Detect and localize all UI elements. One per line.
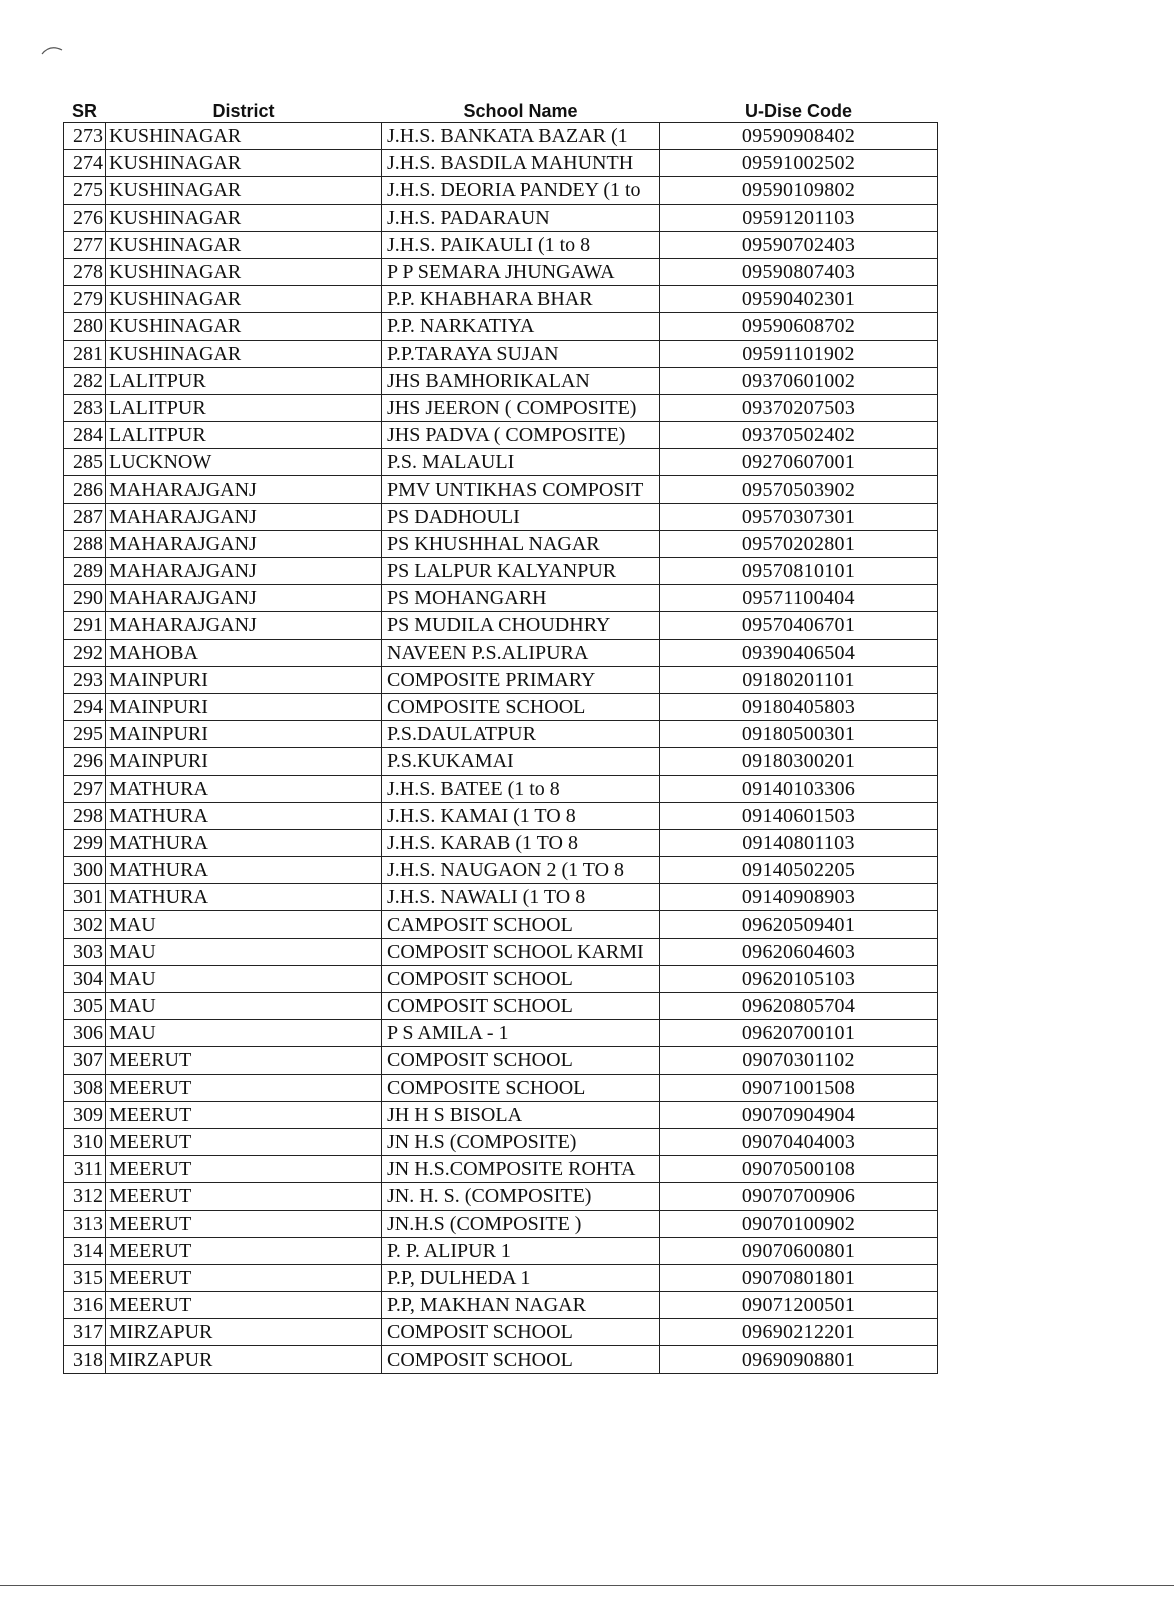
udise-code-cell: 09620700101 xyxy=(660,1020,938,1047)
udise-code-cell: 09590109802 xyxy=(660,177,938,204)
table-header xyxy=(64,97,938,123)
udise-code-cell: 09370502402 xyxy=(660,422,938,449)
table-row xyxy=(64,394,938,421)
school-name-cell: PS MOHANGARH xyxy=(382,585,660,612)
school-name-cell: J.H.S. PADARAUN xyxy=(382,204,660,231)
district-cell: MATHURA xyxy=(106,775,382,802)
sr-cell: 279 xyxy=(64,286,106,313)
udise-code-cell: 09590608702 xyxy=(660,313,938,340)
udise-code-cell: 09620105103 xyxy=(660,965,938,992)
udise-code-cell: 09571100404 xyxy=(660,585,938,612)
table-row xyxy=(64,1156,938,1183)
school-name-cell: COMPOSITE PRIMARY xyxy=(382,666,660,693)
udise-code-cell: 09140502205 xyxy=(660,857,938,884)
school-name-cell: JN H.S.COMPOSITE ROHTA xyxy=(382,1156,660,1183)
udise-code-cell: 09180300201 xyxy=(660,748,938,775)
district-cell: MEERUT xyxy=(106,1156,382,1183)
table-row xyxy=(64,693,938,720)
table-row xyxy=(64,775,938,802)
table-row xyxy=(64,1292,938,1319)
udise-code-cell: 09070801801 xyxy=(660,1264,938,1291)
sr-cell: 314 xyxy=(64,1237,106,1264)
school-name-cell: P.S. MALAULI xyxy=(382,449,660,476)
district-cell: MAU xyxy=(106,911,382,938)
udise-code-cell: 09590807403 xyxy=(660,258,938,285)
table-row xyxy=(64,802,938,829)
district-cell: MATHURA xyxy=(106,802,382,829)
district-cell: MATHURA xyxy=(106,884,382,911)
school-name-cell: JHS JEERON ( COMPOSITE) xyxy=(382,394,660,421)
udise-code-cell: 09140801103 xyxy=(660,829,938,856)
udise-code-cell: 09140601503 xyxy=(660,802,938,829)
table-row xyxy=(64,422,938,449)
udise-code-cell: 09690212201 xyxy=(660,1319,938,1346)
school-name-cell: J.H.S. BANKATA BAZAR (1 xyxy=(382,123,660,150)
udise-code-cell: 09590402301 xyxy=(660,286,938,313)
school-name-cell: P.P, MAKHAN NAGAR xyxy=(382,1292,660,1319)
header-udise-code: U-Dise Code xyxy=(660,97,938,123)
school-table xyxy=(63,97,938,1374)
sr-cell: 281 xyxy=(64,340,106,367)
school-name-cell: PS MUDILA CHOUDHRY xyxy=(382,612,660,639)
udise-code-cell: 09590702403 xyxy=(660,231,938,258)
udise-code-cell: 09390406504 xyxy=(660,639,938,666)
table-row xyxy=(64,721,938,748)
udise-code-cell: 09570307301 xyxy=(660,503,938,530)
udise-code-cell: 09570202801 xyxy=(660,530,938,557)
udise-code-cell: 09590908402 xyxy=(660,123,938,150)
sr-cell: 284 xyxy=(64,422,106,449)
school-name-cell: P.P, DULHEDA 1 xyxy=(382,1264,660,1291)
school-name-cell: J.H.S. NAWALI (1 TO 8 xyxy=(382,884,660,911)
district-cell: KUSHINAGAR xyxy=(106,340,382,367)
udise-code-cell: 09140908903 xyxy=(660,884,938,911)
school-name-cell: COMPOSIT SCHOOL xyxy=(382,1346,660,1373)
school-name-cell: PMV UNTIKHAS COMPOSIT xyxy=(382,476,660,503)
sr-cell: 300 xyxy=(64,857,106,884)
table-row xyxy=(64,367,938,394)
sr-cell: 303 xyxy=(64,938,106,965)
district-cell: MAHARAJGANJ xyxy=(106,585,382,612)
table-row xyxy=(64,313,938,340)
sr-cell: 285 xyxy=(64,449,106,476)
udise-code-cell: 09071200501 xyxy=(660,1292,938,1319)
school-name-cell: PS DADHOULI xyxy=(382,503,660,530)
sr-cell: 286 xyxy=(64,476,106,503)
header-school-name: School Name xyxy=(382,97,660,123)
district-cell: MEERUT xyxy=(106,1264,382,1291)
table-row xyxy=(64,1183,938,1210)
district-cell: MEERUT xyxy=(106,1210,382,1237)
district-cell: MAHARAJGANJ xyxy=(106,612,382,639)
sr-cell: 294 xyxy=(64,693,106,720)
school-name-cell: J.H.S. KAMAI (1 TO 8 xyxy=(382,802,660,829)
sr-cell: 289 xyxy=(64,558,106,585)
district-cell: KUSHINAGAR xyxy=(106,258,382,285)
district-cell: MEERUT xyxy=(106,1183,382,1210)
district-cell: MAHARAJGANJ xyxy=(106,476,382,503)
table-row xyxy=(64,204,938,231)
udise-code-cell: 09270607001 xyxy=(660,449,938,476)
table-row xyxy=(64,1264,938,1291)
district-cell: MEERUT xyxy=(106,1128,382,1155)
district-cell: MIRZAPUR xyxy=(106,1346,382,1373)
scan-mark-icon xyxy=(40,40,66,60)
district-cell: MAINPURI xyxy=(106,693,382,720)
udise-code-cell: 09620805704 xyxy=(660,993,938,1020)
sr-cell: 283 xyxy=(64,394,106,421)
school-name-cell: P.P. KHABHARA BHAR xyxy=(382,286,660,313)
udise-code-cell: 09071001508 xyxy=(660,1074,938,1101)
district-cell: KUSHINAGAR xyxy=(106,286,382,313)
sr-cell: 288 xyxy=(64,530,106,557)
school-name-cell: CAMPOSIT SCHOOL xyxy=(382,911,660,938)
udise-code-cell: 09570503902 xyxy=(660,476,938,503)
table-row xyxy=(64,123,938,150)
school-name-cell: J.H.S. PAIKAULI (1 to 8 xyxy=(382,231,660,258)
udise-code-cell: 09070700906 xyxy=(660,1183,938,1210)
school-name-cell: COMPOSITE SCHOOL xyxy=(382,1074,660,1101)
school-name-cell: P.P.TARAYA SUJAN xyxy=(382,340,660,367)
table-row xyxy=(64,639,938,666)
table-row xyxy=(64,993,938,1020)
school-list-sheet xyxy=(63,97,938,1374)
table-row xyxy=(64,530,938,557)
table-row xyxy=(64,612,938,639)
sr-cell: 278 xyxy=(64,258,106,285)
table-row xyxy=(64,1346,938,1373)
table-row xyxy=(64,1020,938,1047)
sr-cell: 309 xyxy=(64,1101,106,1128)
sr-cell: 316 xyxy=(64,1292,106,1319)
udise-code-cell: 09180500301 xyxy=(660,721,938,748)
school-name-cell: COMPOSITE SCHOOL xyxy=(382,693,660,720)
sr-cell: 311 xyxy=(64,1156,106,1183)
sr-cell: 287 xyxy=(64,503,106,530)
sr-cell: 299 xyxy=(64,829,106,856)
district-cell: MEERUT xyxy=(106,1237,382,1264)
school-name-cell: J.H.S. DEORIA PANDEY (1 to xyxy=(382,177,660,204)
school-name-cell: JN. H. S. (COMPOSITE) xyxy=(382,1183,660,1210)
district-cell: MAHOBA xyxy=(106,639,382,666)
sr-cell: 277 xyxy=(64,231,106,258)
table-row xyxy=(64,829,938,856)
udise-code-cell: 09070404003 xyxy=(660,1128,938,1155)
table-row xyxy=(64,585,938,612)
header-district: District xyxy=(106,97,382,123)
udise-code-cell: 09370207503 xyxy=(660,394,938,421)
sr-cell: 276 xyxy=(64,204,106,231)
district-cell: KUSHINAGAR xyxy=(106,123,382,150)
sr-cell: 291 xyxy=(64,612,106,639)
udise-code-cell: 09620509401 xyxy=(660,911,938,938)
district-cell: MATHURA xyxy=(106,857,382,884)
table-row xyxy=(64,965,938,992)
sr-cell: 280 xyxy=(64,313,106,340)
udise-code-cell: 09180405803 xyxy=(660,693,938,720)
udise-code-cell: 09140103306 xyxy=(660,775,938,802)
district-cell: LALITPUR xyxy=(106,367,382,394)
table-row xyxy=(64,449,938,476)
table-body xyxy=(64,123,938,1374)
table-row xyxy=(64,857,938,884)
district-cell: MEERUT xyxy=(106,1074,382,1101)
sr-cell: 317 xyxy=(64,1319,106,1346)
sr-cell: 298 xyxy=(64,802,106,829)
udise-code-cell: 09370601002 xyxy=(660,367,938,394)
school-name-cell: JN.H.S (COMPOSITE ) xyxy=(382,1210,660,1237)
udise-code-cell: 09570810101 xyxy=(660,558,938,585)
district-cell: MAU xyxy=(106,938,382,965)
udise-code-cell: 09070100902 xyxy=(660,1210,938,1237)
sr-cell: 318 xyxy=(64,1346,106,1373)
school-name-cell: NAVEEN P.S.ALIPURA xyxy=(382,639,660,666)
school-name-cell: COMPOSIT SCHOOL xyxy=(382,1047,660,1074)
sr-cell: 307 xyxy=(64,1047,106,1074)
udise-code-cell: 09070904904 xyxy=(660,1101,938,1128)
table-row xyxy=(64,1047,938,1074)
district-cell: MAU xyxy=(106,965,382,992)
school-name-cell: J.H.S. BATEE (1 to 8 xyxy=(382,775,660,802)
school-name-cell: COMPOSIT SCHOOL KARMI xyxy=(382,938,660,965)
district-cell: MEERUT xyxy=(106,1101,382,1128)
district-cell: MAINPURI xyxy=(106,748,382,775)
sr-cell: 304 xyxy=(64,965,106,992)
table-row xyxy=(64,231,938,258)
school-name-cell: P.S.DAULATPUR xyxy=(382,721,660,748)
district-cell: KUSHINAGAR xyxy=(106,313,382,340)
table-row xyxy=(64,884,938,911)
header-row xyxy=(64,97,938,123)
table-row xyxy=(64,1210,938,1237)
header-sr: SR xyxy=(64,97,106,123)
table-row xyxy=(64,1237,938,1264)
sr-cell: 292 xyxy=(64,639,106,666)
table-row xyxy=(64,666,938,693)
table-row xyxy=(64,748,938,775)
sr-cell: 293 xyxy=(64,666,106,693)
district-cell: KUSHINAGAR xyxy=(106,204,382,231)
school-name-cell: JHS BAMHORIKALAN xyxy=(382,367,660,394)
school-name-cell: P P SEMARA JHUNGAWA xyxy=(382,258,660,285)
district-cell: KUSHINAGAR xyxy=(106,150,382,177)
school-name-cell: J.H.S. BASDILA MAHUNTH xyxy=(382,150,660,177)
school-name-cell: P.P. NARKATIYA xyxy=(382,313,660,340)
udise-code-cell: 09620604603 xyxy=(660,938,938,965)
table-row xyxy=(64,258,938,285)
sr-cell: 301 xyxy=(64,884,106,911)
scan-edge-line xyxy=(0,1585,1174,1586)
sr-cell: 312 xyxy=(64,1183,106,1210)
school-name-cell: J.H.S. KARAB (1 TO 8 xyxy=(382,829,660,856)
sr-cell: 306 xyxy=(64,1020,106,1047)
sr-cell: 313 xyxy=(64,1210,106,1237)
sr-cell: 275 xyxy=(64,177,106,204)
udise-code-cell: 09180201101 xyxy=(660,666,938,693)
table-row xyxy=(64,286,938,313)
table-row xyxy=(64,1128,938,1155)
school-name-cell: PS LALPUR KALYANPUR xyxy=(382,558,660,585)
udise-code-cell: 09690908801 xyxy=(660,1346,938,1373)
district-cell: MIRZAPUR xyxy=(106,1319,382,1346)
table-row xyxy=(64,1074,938,1101)
district-cell: MEERUT xyxy=(106,1292,382,1319)
district-cell: MEERUT xyxy=(106,1047,382,1074)
table-row xyxy=(64,177,938,204)
table-row xyxy=(64,476,938,503)
district-cell: MAINPURI xyxy=(106,666,382,693)
district-cell: KUSHINAGAR xyxy=(106,177,382,204)
district-cell: MATHURA xyxy=(106,829,382,856)
district-cell: MAHARAJGANJ xyxy=(106,503,382,530)
sr-cell: 302 xyxy=(64,911,106,938)
school-name-cell: P S AMILA - 1 xyxy=(382,1020,660,1047)
table-row xyxy=(64,503,938,530)
sr-cell: 274 xyxy=(64,150,106,177)
district-cell: LALITPUR xyxy=(106,422,382,449)
sr-cell: 310 xyxy=(64,1128,106,1155)
sr-cell: 295 xyxy=(64,721,106,748)
school-name-cell: P. P. ALIPUR 1 xyxy=(382,1237,660,1264)
udise-code-cell: 09591101902 xyxy=(660,340,938,367)
table-row xyxy=(64,340,938,367)
table-row xyxy=(64,938,938,965)
table-row xyxy=(64,150,938,177)
district-cell: MAHARAJGANJ xyxy=(106,558,382,585)
district-cell: LALITPUR xyxy=(106,394,382,421)
school-name-cell: COMPOSIT SCHOOL xyxy=(382,993,660,1020)
school-name-cell: PS KHUSHHAL NAGAR xyxy=(382,530,660,557)
sr-cell: 315 xyxy=(64,1264,106,1291)
sr-cell: 282 xyxy=(64,367,106,394)
district-cell: MAU xyxy=(106,1020,382,1047)
school-name-cell: JHS PADVA ( COMPOSITE) xyxy=(382,422,660,449)
district-cell: MAHARAJGANJ xyxy=(106,530,382,557)
udise-code-cell: 09070301102 xyxy=(660,1047,938,1074)
sr-cell: 273 xyxy=(64,123,106,150)
district-cell: KUSHINAGAR xyxy=(106,231,382,258)
school-name-cell: JN H.S (COMPOSITE) xyxy=(382,1128,660,1155)
sr-cell: 297 xyxy=(64,775,106,802)
sr-cell: 308 xyxy=(64,1074,106,1101)
udise-code-cell: 09070500108 xyxy=(660,1156,938,1183)
school-name-cell: J.H.S. NAUGAON 2 (1 TO 8 xyxy=(382,857,660,884)
sr-cell: 296 xyxy=(64,748,106,775)
table-row xyxy=(64,1101,938,1128)
udise-code-cell: 09591201103 xyxy=(660,204,938,231)
udise-code-cell: 09591002502 xyxy=(660,150,938,177)
sr-cell: 290 xyxy=(64,585,106,612)
district-cell: MAU xyxy=(106,993,382,1020)
school-name-cell: COMPOSIT SCHOOL xyxy=(382,1319,660,1346)
table-row xyxy=(64,1319,938,1346)
udise-code-cell: 09070600801 xyxy=(660,1237,938,1264)
school-name-cell: JH H S BISOLA xyxy=(382,1101,660,1128)
district-cell: LUCKNOW xyxy=(106,449,382,476)
sr-cell: 305 xyxy=(64,993,106,1020)
table-row xyxy=(64,911,938,938)
school-name-cell: COMPOSIT SCHOOL xyxy=(382,965,660,992)
table-row xyxy=(64,558,938,585)
school-name-cell: P.S.KUKAMAI xyxy=(382,748,660,775)
udise-code-cell: 09570406701 xyxy=(660,612,938,639)
district-cell: MAINPURI xyxy=(106,721,382,748)
